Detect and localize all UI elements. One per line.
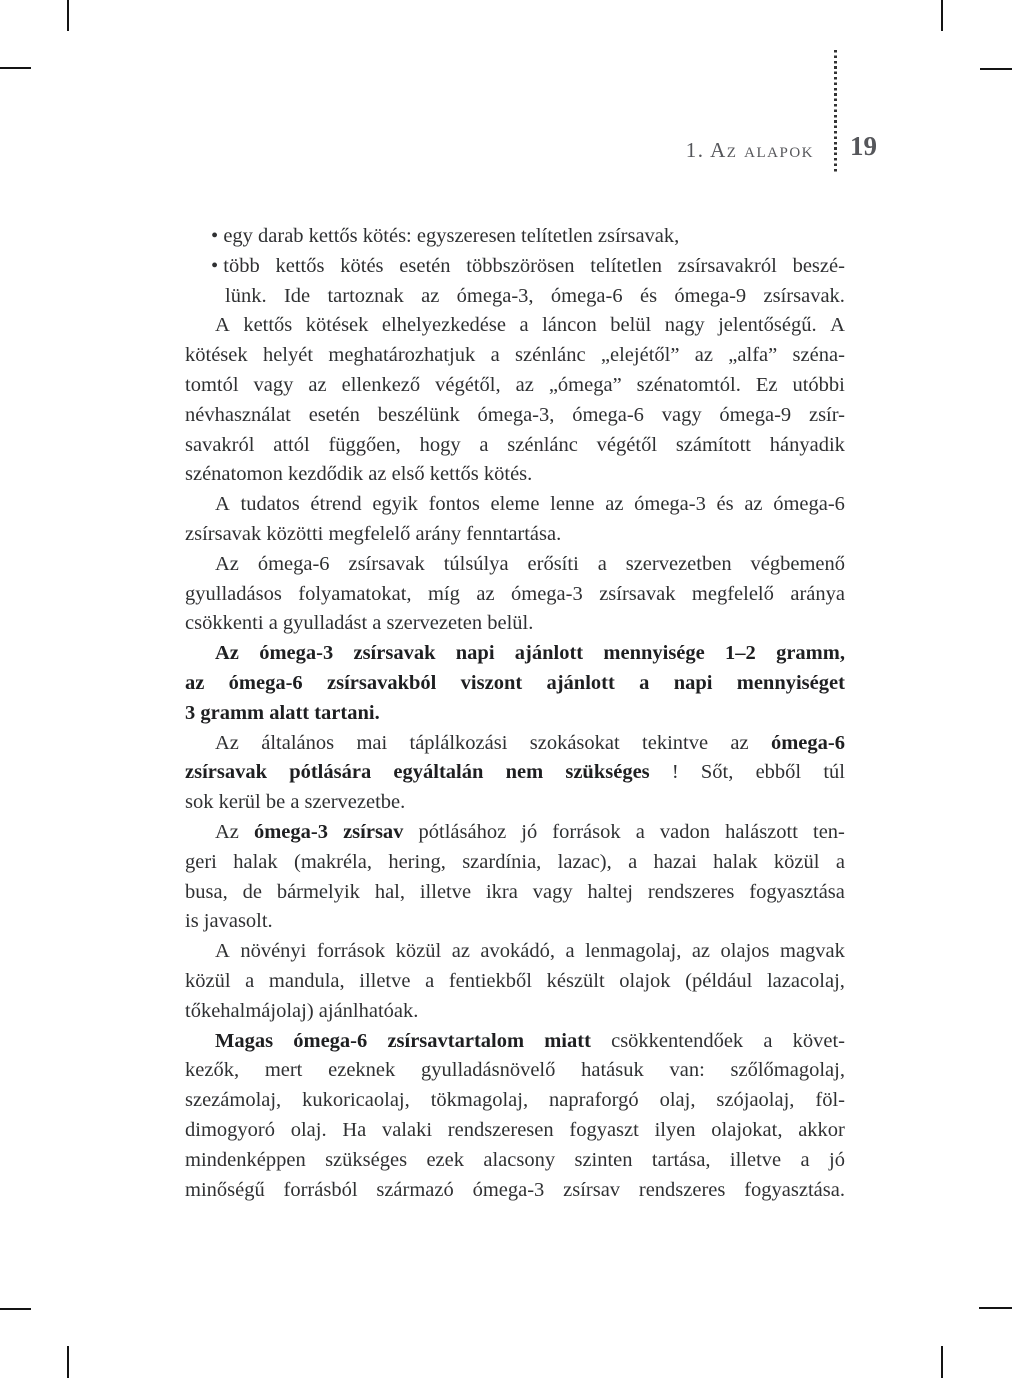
text-word: illetve <box>729 1148 782 1171</box>
text-word: végbemenő <box>750 552 845 575</box>
text-word: attól <box>273 433 310 456</box>
text-word: ómega-6 <box>550 284 623 307</box>
text-word: zsírsavak <box>185 761 267 784</box>
text-word: beszélünk <box>377 403 460 426</box>
paragraph <box>185 1027 845 1206</box>
text-word: zsírsavtartalom <box>387 1029 525 1052</box>
text-word: zsír- <box>808 403 845 426</box>
text-run: csökkenti a gyulladást a szervezeten belül. <box>185 612 534 635</box>
text-word: (például <box>685 969 753 992</box>
text-word: • több <box>211 254 260 277</box>
text-run: 3 gramm alatt tartani. <box>185 701 380 724</box>
text-word: az <box>694 344 713 367</box>
text-word: vagy <box>253 373 294 396</box>
text-word: származó <box>376 1178 454 1201</box>
text-word: ómega-3 <box>634 493 706 516</box>
text-word: „ómega” <box>548 373 622 396</box>
text-line <box>185 639 845 669</box>
page-number: 19 <box>850 131 877 161</box>
text-word: illetve <box>419 880 472 903</box>
text-line <box>185 1116 845 1146</box>
text-word: Az <box>215 642 239 665</box>
text-word: a <box>519 314 529 337</box>
text-word: pótlására <box>289 761 372 784</box>
text-line <box>185 1086 845 1116</box>
text-word: ómega-3, <box>477 403 555 426</box>
text-word: számított <box>675 433 751 456</box>
text-word: alacsony <box>483 1148 556 1171</box>
text-run: tőkehalmájolaj) ajánlhatóak. <box>185 999 419 1022</box>
text-line <box>185 222 845 252</box>
text-word: Az <box>215 820 239 843</box>
text-word: zsírsavak. <box>763 284 845 307</box>
text-word: busa, <box>185 880 228 903</box>
text-line <box>185 997 845 1027</box>
text-word: a <box>597 552 607 575</box>
text-word: avokádó, <box>480 940 555 963</box>
text-word: zsírsavakból <box>327 671 437 694</box>
text-word: ómega-3 <box>253 820 328 843</box>
text-word: széna- <box>792 344 845 367</box>
paragraph <box>185 729 845 818</box>
text-word: eleme <box>490 493 540 516</box>
text-word: lazacolaj, <box>766 969 845 992</box>
text-word: A <box>215 940 230 963</box>
text-word: lazac), <box>557 850 612 873</box>
text-word: halak <box>233 850 278 873</box>
text-word: olajok <box>619 969 671 992</box>
text-word: van: <box>669 1059 705 1082</box>
text-line <box>185 550 845 580</box>
text-word: és <box>716 493 734 516</box>
text-word: zsírsavak <box>348 552 425 575</box>
text-word: az <box>476 582 495 605</box>
text-word: tomtól <box>185 373 239 396</box>
text-word: esetén <box>399 254 451 277</box>
crop-mark-bottom-left-horizontal <box>0 1308 31 1310</box>
text-word: hering, <box>388 850 446 873</box>
text-word: tökmagolaj, <box>430 1089 529 1112</box>
text-word: napraforgó <box>549 1089 639 1112</box>
paragraph <box>185 550 845 639</box>
dotted-divider <box>834 50 837 173</box>
text-word: a <box>425 969 435 992</box>
text-word: ómega-3, <box>456 284 534 307</box>
text-word: esetén <box>308 403 360 426</box>
text-line <box>185 371 845 401</box>
text-word: bármelyik <box>276 880 360 903</box>
text-word: fontos <box>428 493 480 516</box>
text-word: szinten <box>574 1148 633 1171</box>
text-word: utóbbi <box>792 373 845 396</box>
text-word: szükséges <box>325 1148 408 1171</box>
text-word: rendszeresen <box>447 1118 554 1141</box>
text-word: Ha <box>342 1118 367 1141</box>
text-word: ezeknek <box>328 1059 396 1082</box>
text-word: helyét <box>262 344 314 367</box>
text-word: források <box>552 820 621 843</box>
text-word: fogyasztása <box>749 880 845 903</box>
crop-mark-bottom-left-vertical <box>67 1346 69 1378</box>
text-word: források <box>316 940 386 963</box>
text-word: fogyaszt <box>569 1118 639 1141</box>
crop-mark-top-right-horizontal <box>980 68 1012 70</box>
text-word: szénlánc <box>507 433 578 456</box>
text-word: A <box>830 314 845 337</box>
text-run: is javasolt. <box>185 910 273 933</box>
text-word: zsírsavak <box>353 642 436 665</box>
text-word: ten- <box>813 820 845 843</box>
text-line <box>185 907 845 937</box>
text-word: a <box>490 344 500 367</box>
text-word: halak <box>713 850 758 873</box>
text-word: kötés <box>340 254 384 277</box>
text-word: függően, <box>328 433 401 456</box>
text-word: A <box>215 493 230 516</box>
text-word: minőségű <box>185 1178 265 1201</box>
text-word: szénatomtól. <box>636 373 741 396</box>
text-word: halászott <box>725 820 798 843</box>
crop-mark-bottom-right-horizontal <box>979 1307 1012 1309</box>
text-run: egy darab kettős kötés: egyszeresen telítetlen zsírsavak, <box>223 225 680 247</box>
text-word: ikra <box>485 880 518 903</box>
text-word: ómega-9 <box>674 284 747 307</box>
text-word: az <box>691 940 711 963</box>
text-word: lünk. <box>225 284 267 307</box>
text-word: ajánlott <box>514 642 584 665</box>
text-word: az <box>730 731 749 754</box>
text-word: az <box>605 493 624 516</box>
text-word: kötések <box>305 314 369 337</box>
text-word: csökkentendőek <box>611 1029 744 1052</box>
text-word: belül <box>610 314 652 337</box>
bullet-glyph: • <box>211 225 224 247</box>
text-word: közül <box>773 850 820 873</box>
text-word: ezek <box>426 1148 464 1171</box>
text-line <box>185 818 845 848</box>
text-word: lenne <box>550 493 595 516</box>
text-word: fogyasztása. <box>744 1178 845 1201</box>
text-line <box>185 878 845 908</box>
text-line <box>185 282 845 312</box>
text-word: gramm, <box>776 642 845 665</box>
bullet-item <box>185 252 845 312</box>
text-word: hatásuk <box>581 1059 644 1082</box>
text-word: zsírsav <box>563 1178 621 1201</box>
text-word: az <box>421 284 440 307</box>
paragraph <box>185 818 845 937</box>
text-word: nem <box>505 761 544 784</box>
text-word: ebből <box>755 761 802 784</box>
text-word: egyik <box>372 493 418 516</box>
text-word: a <box>479 433 489 456</box>
text-word: az <box>308 373 327 396</box>
text-word: kezők, <box>185 1059 240 1082</box>
text-word: telítetlen <box>590 254 662 277</box>
text-word: napi <box>455 642 495 665</box>
text-word: valaki <box>381 1118 433 1141</box>
text-word: szokásokat <box>529 731 620 754</box>
text-word: hazai <box>653 850 697 873</box>
text-word: a <box>628 850 638 873</box>
paragraph <box>185 937 845 1026</box>
text-word: egyáltalán <box>393 761 484 784</box>
text-word: ómega-6 <box>572 403 644 426</box>
text-word: a <box>835 850 845 873</box>
text-line <box>185 580 845 610</box>
text-word: ómega-3 <box>511 582 583 605</box>
text-word: de <box>242 880 262 903</box>
text-word: növényi <box>240 940 307 963</box>
text-word: beszé- <box>792 254 845 277</box>
text-word: az <box>515 373 534 396</box>
text-word: nagy <box>664 314 705 337</box>
text-line <box>185 460 845 490</box>
text-line <box>185 490 845 520</box>
text-word: túl <box>823 761 845 784</box>
text-word: rendszeres <box>638 1178 726 1201</box>
text-word: szükséges <box>565 761 650 784</box>
text-word: és <box>639 284 658 307</box>
text-word: olaj. <box>290 1118 327 1141</box>
text-word: kukoricaolaj, <box>302 1089 410 1112</box>
text-word: láncon <box>542 314 597 337</box>
text-word: mennyiséget <box>736 671 845 694</box>
text-line <box>185 609 845 639</box>
text-word: Magas <box>215 1029 274 1052</box>
text-word: tartoznak <box>327 284 404 307</box>
text-word: mandula, <box>268 969 345 992</box>
text-word: ómega-3 <box>259 642 334 665</box>
text-word: kettős <box>275 254 325 277</box>
text-word: erősíti <box>527 552 579 575</box>
text-word: étrend <box>310 493 362 516</box>
text-word: túlsúlya <box>443 552 509 575</box>
text-word: mennyisége <box>603 642 705 665</box>
text-word: ómega-3 <box>472 1178 545 1201</box>
text-word: a <box>565 940 575 963</box>
text-word: tekintve <box>642 731 709 754</box>
text-word: az <box>744 493 763 516</box>
text-word: (makréla, <box>294 850 372 873</box>
crop-mark-bottom-right-vertical <box>941 1346 943 1378</box>
text-word: rendszeres <box>647 880 735 903</box>
text-word: Ez <box>755 373 778 396</box>
text-word: magvak <box>780 940 845 963</box>
text-word: a <box>763 1029 773 1052</box>
text-word: mai <box>356 731 388 754</box>
text-word: Sőt, <box>700 761 734 784</box>
text-word: vadon <box>659 820 710 843</box>
text-word: vagy <box>661 403 702 426</box>
text-word: ómega-6 <box>770 731 845 754</box>
crop-mark-top-right-vertical <box>941 0 943 31</box>
text-word: miatt <box>544 1029 591 1052</box>
text-word: hogy <box>419 433 461 456</box>
text-word: míg <box>427 582 460 605</box>
text-line <box>185 311 845 341</box>
page-body <box>185 222 845 1205</box>
text-word: táplálkozási <box>409 731 508 754</box>
text-word: szervezetben <box>625 552 732 575</box>
text-word: szardínia, <box>462 850 542 873</box>
text-word: zsírsavak <box>599 582 676 605</box>
text-word: haltej <box>587 880 633 903</box>
text-line <box>185 729 845 759</box>
text-word: kötések <box>185 344 248 367</box>
text-word: forrásból <box>283 1178 358 1201</box>
text-word: az <box>185 671 205 694</box>
text-word: szójaolaj, <box>716 1089 795 1112</box>
text-word: akkor <box>798 1118 845 1141</box>
text-word: általános <box>261 731 335 754</box>
crop-mark-top-left-vertical <box>67 0 69 31</box>
paragraph <box>185 311 845 490</box>
text-word: közül <box>185 969 231 992</box>
text-line <box>185 252 845 282</box>
text-word: a <box>635 820 645 843</box>
text-word: ómega-6 <box>257 552 330 575</box>
text-word: készült <box>546 969 605 992</box>
text-line <box>185 788 845 818</box>
text-word: napi <box>673 671 713 694</box>
text-line <box>185 401 845 431</box>
text-word: követ- <box>792 1029 845 1052</box>
text-word: ómega-6 <box>773 493 845 516</box>
text-word: szezámolaj, <box>185 1089 282 1112</box>
text-word: jó <box>829 1148 845 1171</box>
text-word: gyulladásnövelő <box>421 1059 556 1082</box>
text-line <box>185 341 845 371</box>
text-line <box>185 431 845 461</box>
text-word: vagy <box>532 880 573 903</box>
text-word: megfelelő <box>691 582 774 605</box>
text-word: 1–2 <box>725 642 756 665</box>
text-word: elhelyezkedése <box>381 314 506 337</box>
text-word: Ide <box>283 284 311 307</box>
text-word: névhasználat <box>185 403 291 426</box>
text-line <box>185 520 845 550</box>
text-word: savakról <box>185 433 255 456</box>
text-word: többszörösen <box>466 254 575 277</box>
text-word: fentiekből <box>448 969 532 992</box>
text-word: aránya <box>790 582 845 605</box>
text-line <box>185 669 845 699</box>
text-word: lenmagolaj, <box>585 940 682 963</box>
text-word: pótlásához <box>418 820 507 843</box>
text-run: szénatomon kezdődik az első kettős kötés. <box>185 463 533 486</box>
text-word: olaj, <box>659 1089 696 1112</box>
text-line <box>185 1027 845 1057</box>
text-word: hal, <box>374 880 405 903</box>
text-word: ómega-6 <box>293 1029 368 1052</box>
text-word: gyulladásos <box>185 582 282 605</box>
text-line <box>185 699 845 729</box>
text-line <box>185 1056 845 1086</box>
text-word: geri <box>185 850 217 873</box>
running-header-chapter: 1. Az alapok <box>685 138 814 162</box>
text-word: illetve <box>359 969 411 992</box>
text-run: zsírsavak közötti megfelelő arány fenntartása. <box>185 522 562 545</box>
text-word: Az <box>215 731 239 754</box>
text-word: ómega-9 <box>719 403 792 426</box>
text-word: A <box>215 314 230 337</box>
text-line <box>185 1146 845 1176</box>
text-word: dimogyoró <box>185 1118 275 1141</box>
text-word: az <box>451 940 470 963</box>
text-word: olajos <box>720 940 770 963</box>
text-word: tudatos <box>240 493 300 516</box>
text-word: ellenkező <box>341 373 421 396</box>
text-word: mindenképpen <box>185 1148 306 1171</box>
text-word: végétől, <box>435 373 501 396</box>
text-word: Az <box>215 552 239 575</box>
text-word: kettős <box>243 314 293 337</box>
crop-mark-top-left-horizontal <box>0 67 31 69</box>
text-word: szőlőmagolaj, <box>730 1059 845 1082</box>
text-word: zsírsavakról <box>677 254 777 277</box>
bullet-item <box>185 222 845 252</box>
text-word: ilyen <box>654 1118 696 1141</box>
text-line <box>185 967 845 997</box>
text-word: ajánlott <box>546 671 615 694</box>
text-word: mert <box>264 1059 303 1082</box>
text-word: jelentőségű. <box>718 314 817 337</box>
text-line <box>185 937 845 967</box>
text-word: „elejétől” <box>600 344 680 367</box>
text-word: a <box>639 671 650 694</box>
text-line <box>185 758 845 788</box>
text-word: tartása, <box>651 1148 711 1171</box>
text-word: viszont <box>460 671 523 694</box>
text-word: szénlánc <box>515 344 586 367</box>
text-word: zsírsav <box>343 820 404 843</box>
text-word: folyamatokat, <box>298 582 412 605</box>
text-word: végétől <box>596 433 658 456</box>
text-word: föl- <box>815 1089 845 1112</box>
text-word: hányadik <box>769 433 845 456</box>
text-word: közül <box>395 940 442 963</box>
text-word: a <box>245 969 255 992</box>
paragraph <box>185 639 845 728</box>
text-word: ! <box>671 761 679 784</box>
text-word: olajokat, <box>711 1118 783 1141</box>
text-word: „alfa” <box>728 344 778 367</box>
text-word: ómega-6 <box>228 671 303 694</box>
text-word: a <box>800 1148 810 1171</box>
text-run: sok kerül be a szervezetbe. <box>185 791 406 814</box>
paragraph <box>185 490 845 550</box>
text-line <box>185 1176 845 1206</box>
text-word: meghatározhatjuk <box>328 344 476 367</box>
text-line <box>185 848 845 878</box>
text-word: jó <box>521 820 538 843</box>
